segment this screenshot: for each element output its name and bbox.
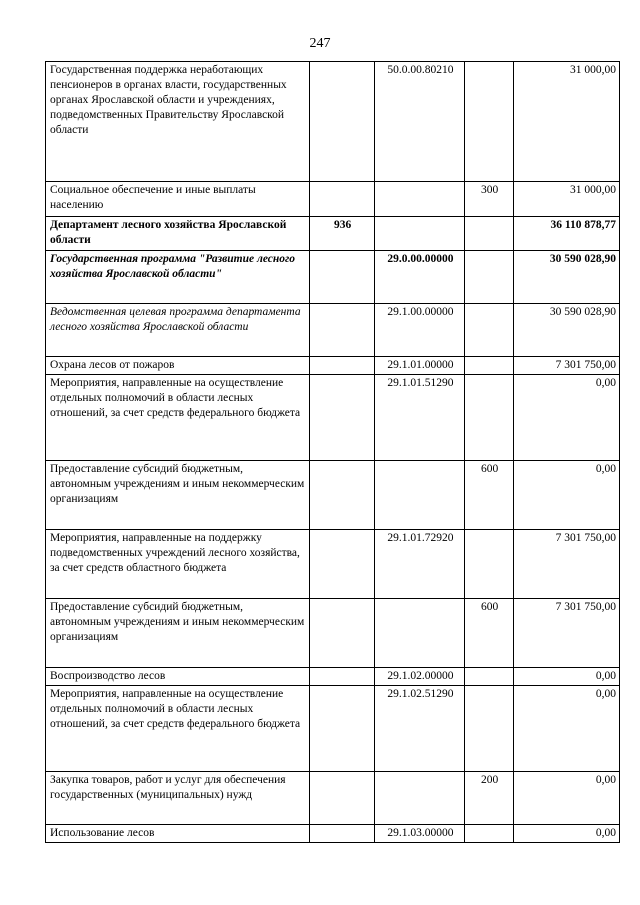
row-name: Департамент лесного хозяйства Ярославской области xyxy=(46,217,310,251)
row-name: Использование лесов xyxy=(46,825,310,843)
row-dept-code xyxy=(309,357,375,375)
table-row xyxy=(46,599,620,668)
row-expense-type: 300 xyxy=(465,182,514,217)
row-amount: 36 110 878,77 xyxy=(513,217,619,251)
table-row xyxy=(46,772,620,825)
row-amount: 7 301 750,00 xyxy=(513,599,619,668)
row-amount: 31 000,00 xyxy=(513,62,619,182)
row-amount: 31 000,00 xyxy=(513,182,619,217)
row-dept-code xyxy=(309,182,375,217)
row-amount: 30 590 028,90 xyxy=(513,251,619,304)
row-name: Государственная программа "Развитие лесного хозяйства Ярославской области" xyxy=(46,251,310,304)
row-dept-code xyxy=(309,686,375,772)
row-dept-code xyxy=(309,530,375,599)
row-dept-code xyxy=(309,251,375,304)
table-row xyxy=(46,686,620,772)
row-expense-type xyxy=(465,357,514,375)
row-name: Ведомственная целевая программа департамента лесного хозяйства Ярославской области xyxy=(46,304,310,357)
row-name: Социальное обеспечение и иные выплаты населению xyxy=(46,182,310,217)
table-row xyxy=(46,251,620,304)
row-expense-type xyxy=(465,530,514,599)
row-target-code: 29.0.00.00000 xyxy=(375,251,465,304)
row-name: Мероприятия, направленные на осуществление отдельных полномочий в области лесных отношений, за счет средств федерального бюджета xyxy=(46,686,310,772)
row-target-code xyxy=(375,599,465,668)
row-expense-type xyxy=(465,825,514,843)
row-expense-type: 200 xyxy=(465,772,514,825)
row-dept-code xyxy=(309,825,375,843)
row-name: Охрана лесов от пожаров xyxy=(46,357,310,375)
row-target-code xyxy=(375,772,465,825)
row-dept-code xyxy=(309,772,375,825)
row-dept-code xyxy=(309,668,375,686)
row-target-code: 29.1.02.00000 xyxy=(375,668,465,686)
table-row xyxy=(46,304,620,357)
table-row xyxy=(46,357,620,375)
row-target-code: 29.1.01.00000 xyxy=(375,357,465,375)
row-expense-type xyxy=(465,668,514,686)
row-expense-type: 600 xyxy=(465,461,514,530)
row-dept-code xyxy=(309,304,375,357)
row-amount: 0,00 xyxy=(513,825,619,843)
row-name: Мероприятия, направленные на поддержку подведомственных учреждений лесного хозяйства, за счет средств областного бюджета xyxy=(46,530,310,599)
table-row xyxy=(46,461,620,530)
row-expense-type xyxy=(465,251,514,304)
row-dept-code xyxy=(309,62,375,182)
budget-table-body xyxy=(46,62,620,843)
row-dept-code xyxy=(309,599,375,668)
row-target-code xyxy=(375,461,465,530)
row-dept-code xyxy=(309,375,375,461)
row-amount: 0,00 xyxy=(513,668,619,686)
row-amount: 30 590 028,90 xyxy=(513,304,619,357)
row-target-code: 50.0.00.80210 xyxy=(375,62,465,182)
row-target-code: 29.1.01.51290 xyxy=(375,375,465,461)
table-row xyxy=(46,668,620,686)
page-number: 247 xyxy=(309,36,331,51)
row-name: Предоставление субсидий бюджетным, автономным учреждениям и иным некоммерческим организациям xyxy=(46,461,310,530)
table-row xyxy=(46,182,620,217)
row-expense-type xyxy=(465,217,514,251)
row-target-code: 29.1.00.00000 xyxy=(375,304,465,357)
row-name: Воспроизводство лесов xyxy=(46,668,310,686)
table-row xyxy=(46,62,620,182)
row-target-code xyxy=(375,217,465,251)
row-target-code: 29.1.01.72920 xyxy=(375,530,465,599)
row-amount: 0,00 xyxy=(513,772,619,825)
row-expense-type xyxy=(465,375,514,461)
row-name: Мероприятия, направленные на осуществление отдельных полномочий в области лесных отношений, за счет средств федерального бюджета xyxy=(46,375,310,461)
row-expense-type xyxy=(465,62,514,182)
row-amount: 0,00 xyxy=(513,461,619,530)
row-name: Государственная поддержка неработающих пенсионеров в органах власти, государственных органах Ярославской области и учреждениях, подведомственных Правительству Ярославской области xyxy=(46,62,310,182)
row-target-code: 29.1.02.51290 xyxy=(375,686,465,772)
row-target-code: 29.1.03.00000 xyxy=(375,825,465,843)
table-row xyxy=(46,375,620,461)
row-amount: 7 301 750,00 xyxy=(513,530,619,599)
table-row xyxy=(46,825,620,843)
row-dept-code: 936 xyxy=(309,217,375,251)
row-target-code xyxy=(375,182,465,217)
budget-table xyxy=(45,61,620,843)
table-row xyxy=(46,217,620,251)
row-name: Предоставление субсидий бюджетным, автономным учреждениям и иным некоммерческим организациям xyxy=(46,599,310,668)
row-expense-type xyxy=(465,304,514,357)
row-amount: 0,00 xyxy=(513,686,619,772)
row-expense-type xyxy=(465,686,514,772)
row-amount: 7 301 750,00 xyxy=(513,357,619,375)
row-dept-code xyxy=(309,461,375,530)
table-row xyxy=(46,530,620,599)
row-amount: 0,00 xyxy=(513,375,619,461)
row-expense-type: 600 xyxy=(465,599,514,668)
row-name: Закупка товаров, работ и услуг для обеспечения государственных (муниципальных) нужд xyxy=(46,772,310,825)
